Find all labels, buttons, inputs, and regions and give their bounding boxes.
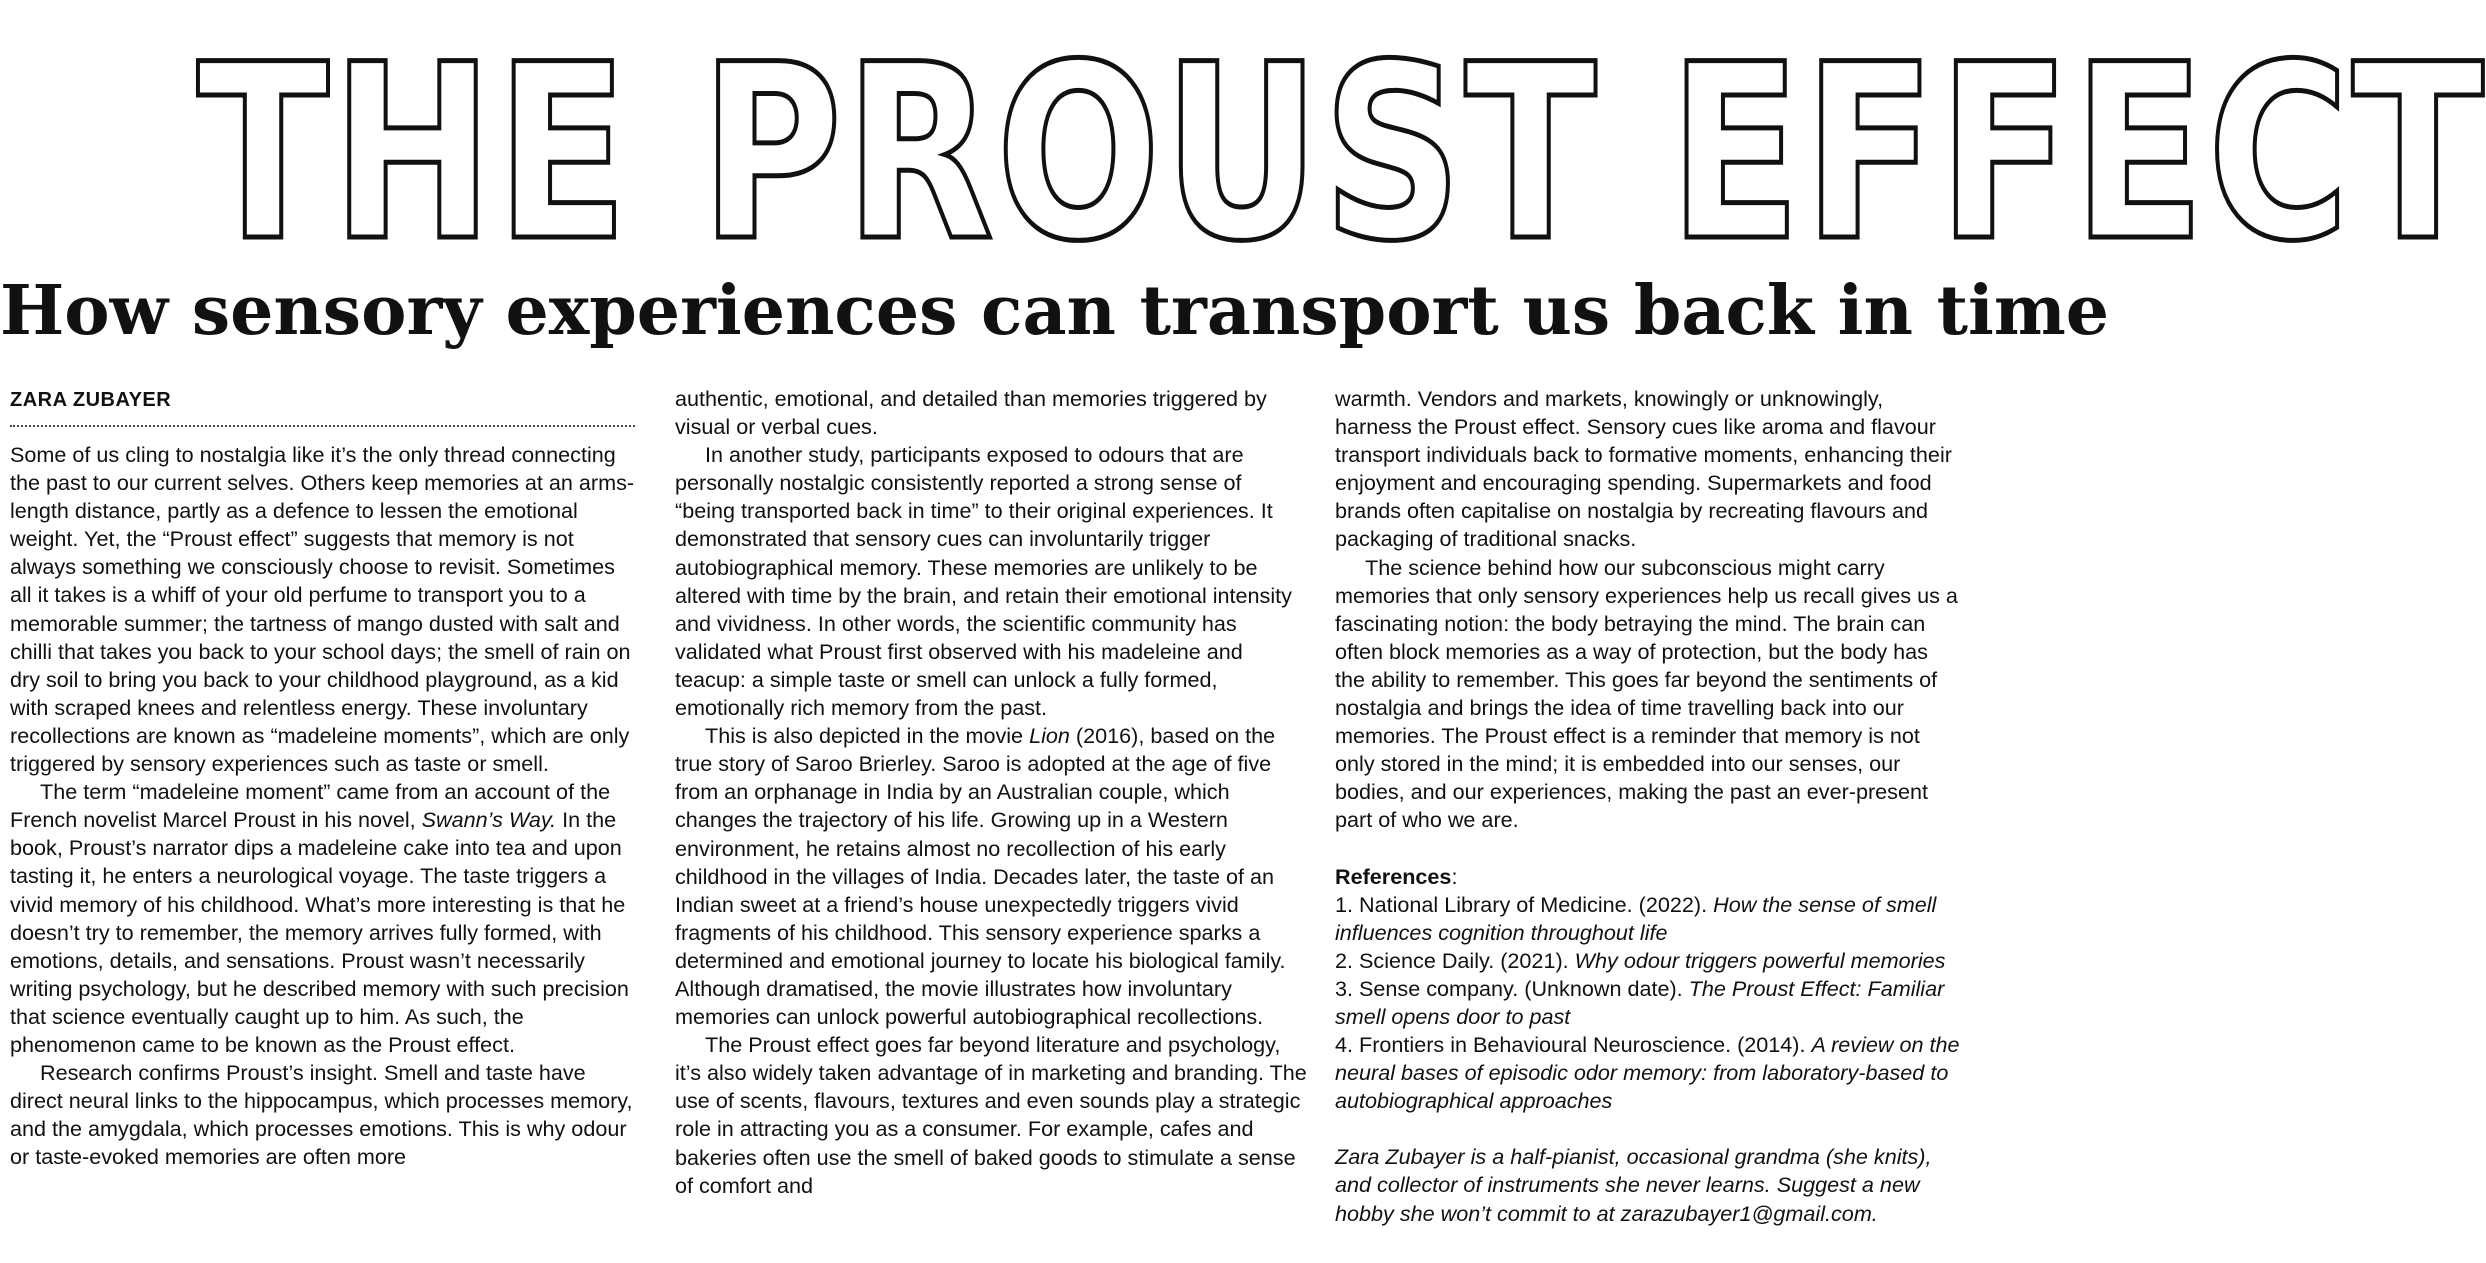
column-1: [10, 385, 635, 1171]
byline: ZARA ZUBAYER: [10, 387, 635, 427]
paragraph-text: The term “madeleine moment” came from an account of the French novelist Marcel Proust in his novel,: [10, 779, 611, 833]
references-heading-text: References: [1335, 863, 1452, 889]
paragraph-text: (2016), based on the true story of Saroo Brierley. Saroo is adopted at the age of five from an orphanage in India by an Australian couple, which changes the trajectory of his life. Growing up in a Western environment, he retains almost no recollection of his early childhood in the villages of India. Decades later, the taste of an Indian sweet at a friend’s house unexpectedly triggers vivid fragments of his childhood. This sensory experience sparks a determined and emotional journey to locate his biological family. Although dramatised, the movie illustrates how involuntary memories can unlock powerful autobiographical recollections.: [675, 723, 1286, 1030]
subheadline: How sensory experiences can transport us back in time: [0, 271, 2110, 351]
reference-item: [1335, 1031, 1963, 1115]
reference-title: A review on the neural bases of episodic odor memory: from laboratory-based to autobiographical approaches: [1335, 1032, 1960, 1114]
paragraph-text: This is also depicted in the movie: [705, 723, 1030, 749]
paragraph: Some of us cling to nostalgia like it’s the only thread connecting the past to our current selves. Others keep memories at an arms-length distance, partly as a defence to lessen the emotional weight. Yet, the “Proust effect” suggests that memory is not always something we consciously choose to revisit. Sometimes all it takes is a whiff of your old perfume to transport you to a memorable summer; the tartness of mango dusted with salt and chilli that takes you back to your school days; the smell of rain on dry soil to bring you back to your childhood playground, as a kid with scraped knees and relentless energy. These involuntary recollections are known as “madeleine moments”, which are only triggered by sensory experiences such as taste or smell.: [10, 442, 635, 777]
reference-item: [1335, 891, 1963, 947]
references-heading: [1335, 863, 1963, 891]
paragraph: Research confirms Proust’s insight. Smell and taste have direct neural links to the hippocampus, which processes memory, and the amygdala, which processes emotions. This is why odour or taste-evoked memories are often more: [10, 1060, 633, 1170]
paragraph-text: In the book, Proust’s narrator dips a madeleine cake into tea and upon tasting it, he enters a neurological voyage. The taste triggers a vivid memory of his childhood. What’s more interesting is that he doesn’t try to remember, the memory arrives fully formed, with emotions, details, and sensations. Proust wasn’t necessarily writing psychology, but he described memory with such precision that science eventually caught up to him. As such, the phenomenon came to be known as the Proust effect.: [10, 807, 629, 1057]
paragraph: The science behind how our subconscious might carry memories that only sensory experiences help us recall gives us a fascinating notion: the body betraying the mind. The brain can often block memories as a way of protection, but the body has the ability to remember. This goes far beyond the sentiments of nostalgia and brings the idea of time travelling back into our memories. The Proust effect is a reminder that memory is not only stored in the mind; it is embedded into our senses, our bodies, and our experiences, making the past an ever-present part of who we are.: [1335, 554, 1958, 833]
book-title: Swann’s Way.: [421, 807, 557, 833]
reference-source: 3. Sense company. (Unknown date).: [1335, 975, 1689, 1001]
headline: THE PROUST EFFECT: [197, 13, 2486, 295]
reference-source: 4. Frontiers in Behavioural Neuroscience. (2014).: [1335, 1032, 1812, 1058]
reference-item: [1335, 975, 1963, 1031]
reference-item: [1335, 947, 1963, 975]
column-2: [675, 385, 1307, 1200]
reference-title: The Proust Effect: Familiar smell opens door to past: [1335, 975, 1945, 1029]
reference-title: Why odour triggers powerful memories: [1574, 947, 1946, 973]
paragraph: [675, 722, 1307, 1031]
paragraph: [10, 778, 635, 1059]
column-3: [1335, 385, 1963, 1228]
paragraph: warmth. Vendors and markets, knowingly or unknowingly, harness the Proust effect. Sensory cues like aroma and flavour transport individuals back to formative moments, enhancing their enjoyment and encouraging spending. Supermarkets and food brands often capitalise on nostalgia by recreating flavours and packaging of traditional snacks.: [1335, 386, 1952, 552]
paragraph: The Proust effect goes far beyond literature and psychology, it’s also widely taken advantage of in marketing and branding. The use of scents, flavours, textures and even sounds play a strategic role in attracting you as a consumer. For example, cafes and bakeries often use the smell of baked goods to stimulate a sense of comfort and: [675, 1032, 1307, 1198]
paragraph: authentic, emotional, and detailed than memories triggered by visual or verbal cues.: [675, 386, 1267, 440]
reference-source: 1. National Library of Medicine. (2022).: [1335, 891, 1714, 917]
movie-title: Lion: [1029, 723, 1070, 749]
references-colon: :: [1451, 863, 1458, 889]
paragraph: In another study, participants exposed to odours that are personally nostalgic consistently reported a strong sense of “being transported back in time” to their original experiences. It demonstrated that sensory cues can involuntarily trigger autobiographical memory. These memories are unlikely to be altered with time by the brain, and retain their emotional intensity and vividness. In other words, the scientific community has validated what Proust first observed with his madeleine and teacup: a simple taste or smell can unlock a fully formed, emotionally rich memory from the past.: [675, 442, 1292, 721]
reference-source: 2. Science Daily. (2021).: [1335, 947, 1575, 973]
reference-title: How the sense of smell influences cognition throughout life: [1335, 891, 1937, 945]
author-bio: Zara Zubayer is a half-pianist, occasional grandma (she knits), and collector of instruments she never learns. Suggest a new hobby she won’t commit to at zarazubayer1@gmail.com.: [1335, 1144, 1932, 1226]
